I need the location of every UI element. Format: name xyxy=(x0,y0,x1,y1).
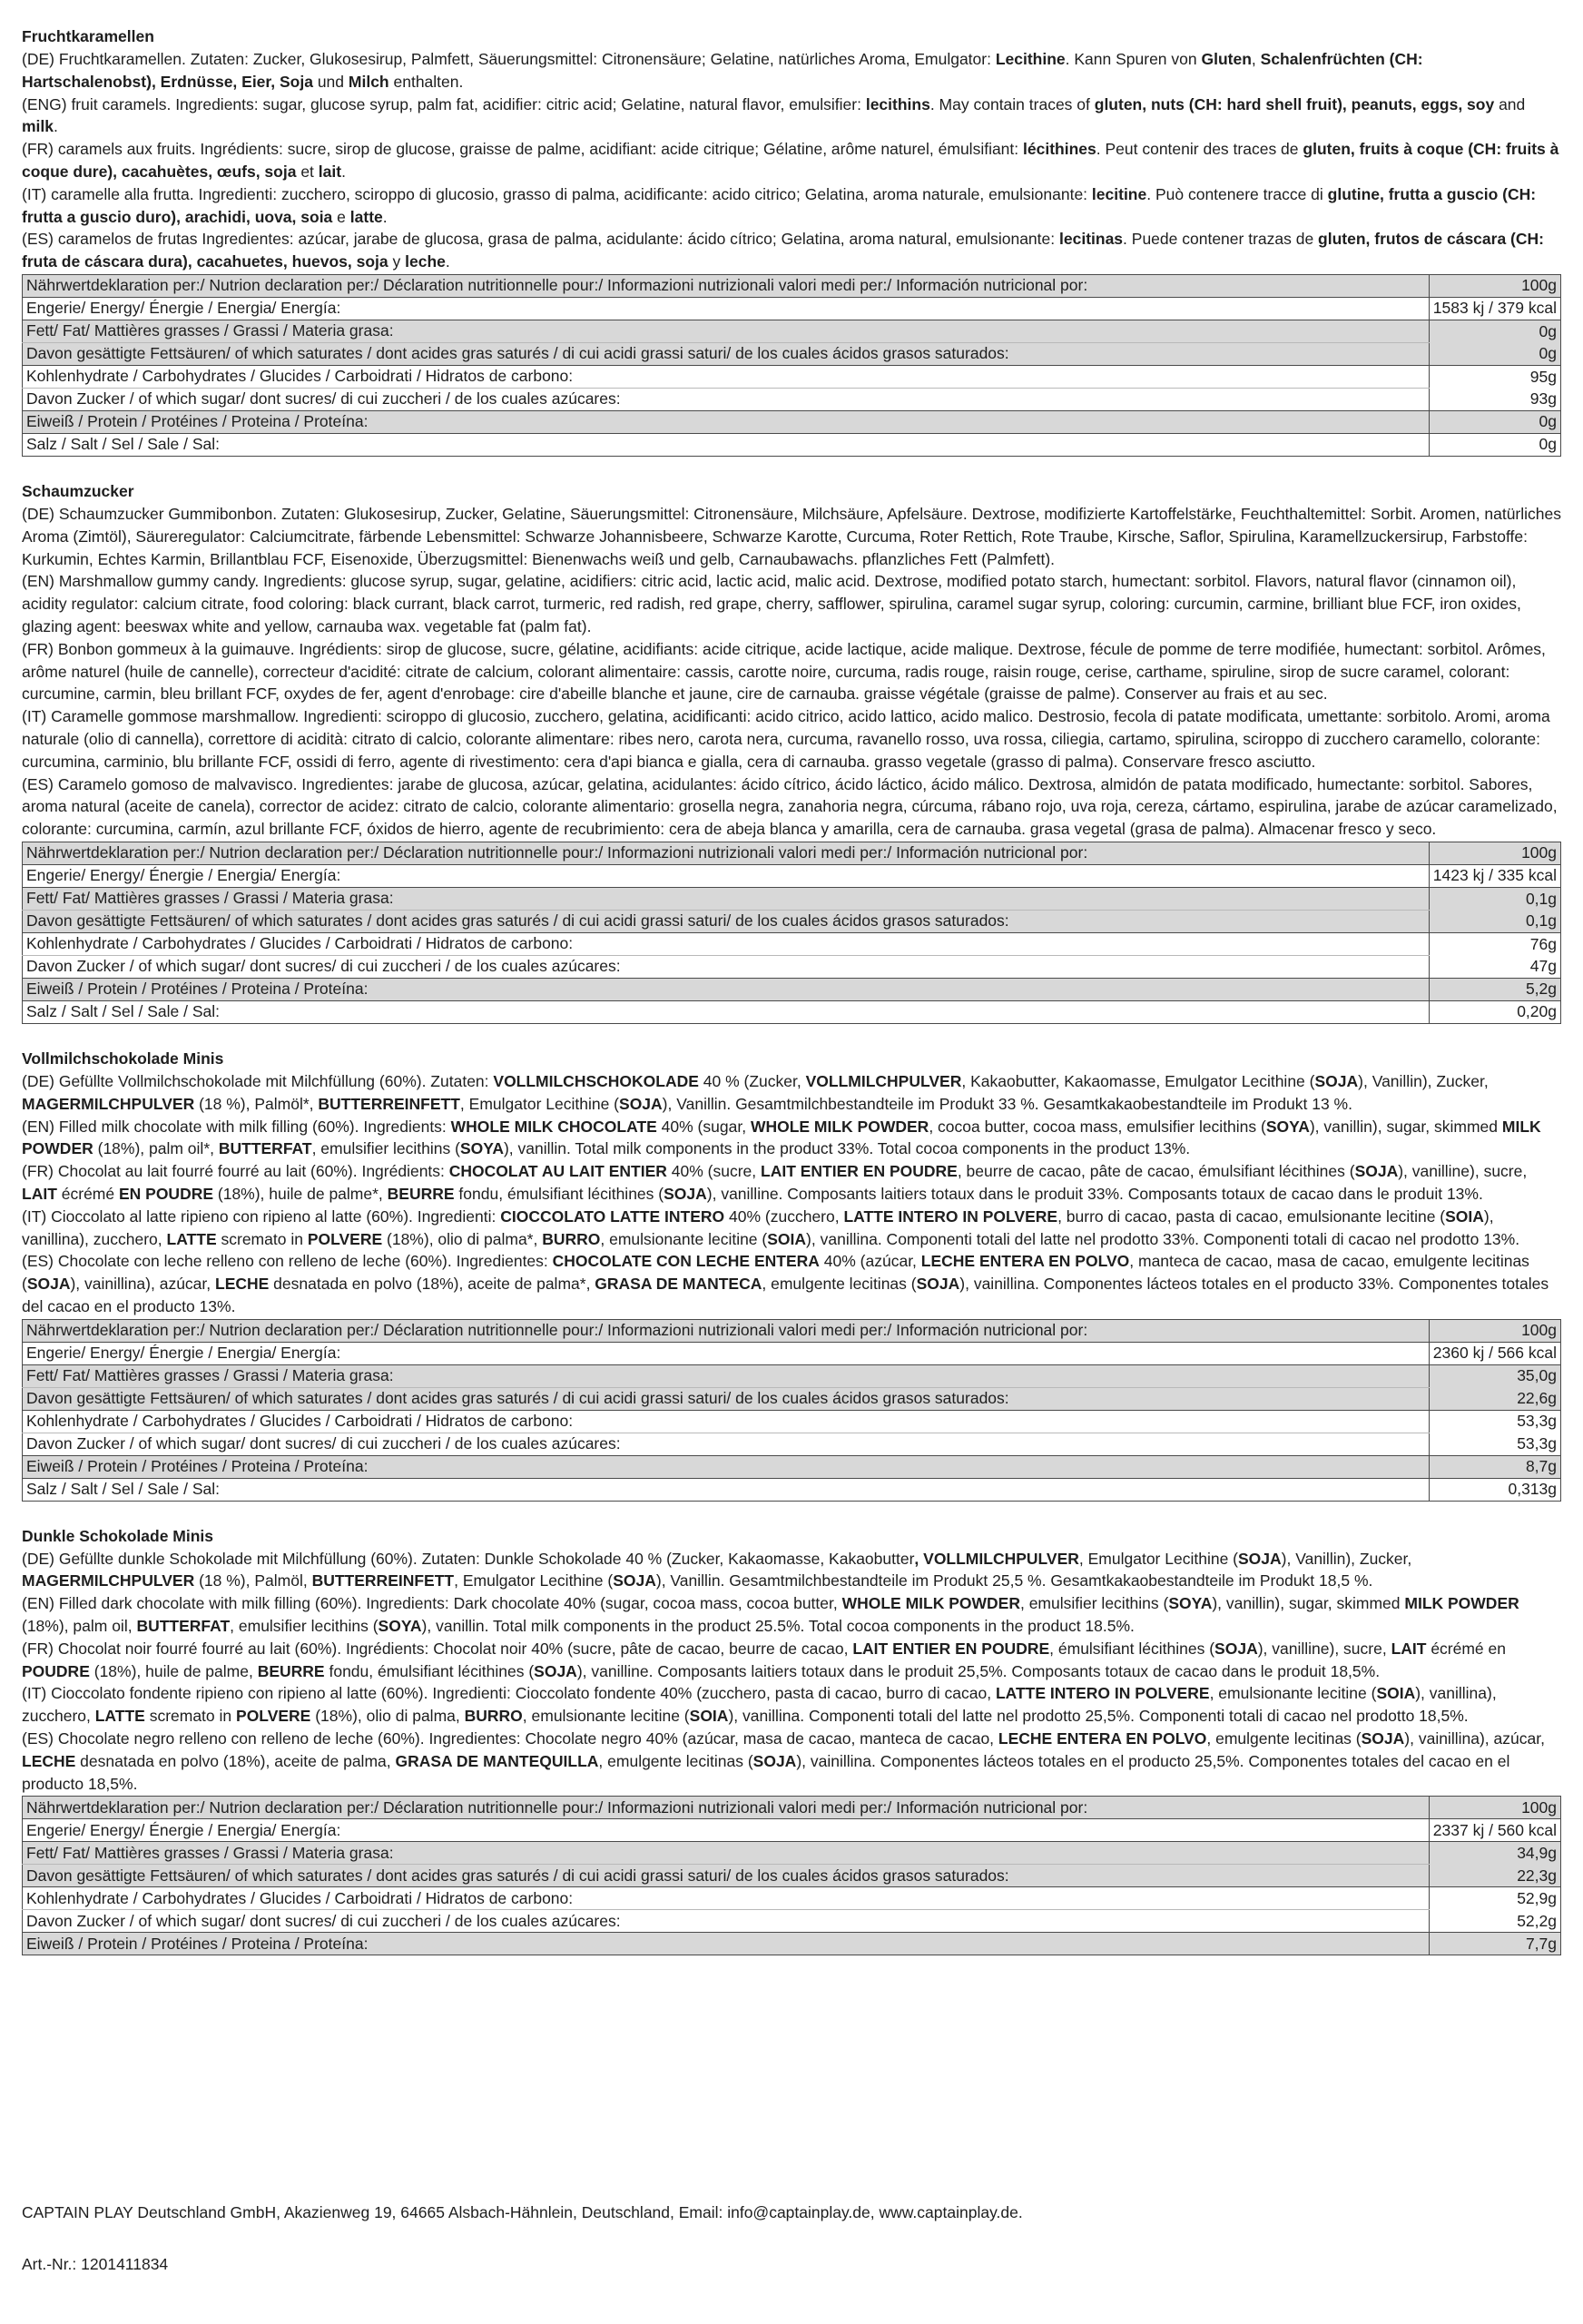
nutrition-row-protein xyxy=(23,410,1561,433)
allergen-text: BUTTERFAT xyxy=(218,1139,312,1158)
ingredient-text: ), vanillina. Componenti totali del latte nel prodotto 33%. Componenti totali di cacao nel prodotto 13%. xyxy=(806,1229,1520,1248)
ingredient-text: and xyxy=(1494,94,1526,113)
ingredient-text: , burro di cacao, pasta di cacao, emulsionante lecitine ( xyxy=(1057,1206,1446,1226)
ingredient-text: 40% (sugar, xyxy=(656,1117,751,1136)
nutrition-row-header xyxy=(23,1319,1561,1342)
nutrition-value: 100g xyxy=(1429,842,1560,864)
nutrition-value: 76g xyxy=(1429,932,1560,955)
nutrition-label: Engerie/ Energy/ Énergie / Energia/ Energía: xyxy=(23,1819,1430,1842)
ingredient-text: e xyxy=(332,207,350,226)
ingredient-text: desnatada en polvo (18%), aceite de palma*, xyxy=(269,1275,595,1294)
ingredient-text: ), vanillin. Total milk components in the product 33%. Total cocoa components in the product 13%. xyxy=(503,1139,1191,1158)
ingredient-paragraph xyxy=(22,503,1561,570)
ingredient-text: . May contain traces of xyxy=(929,94,1095,113)
ingredient-text: . xyxy=(445,252,450,271)
ingredient-text: ), Vanillin), Zucker, xyxy=(1358,1071,1489,1090)
allergen-text: BUTTERFAT xyxy=(136,1617,231,1636)
nutrition-label: Davon gesättigte Fettsäuren/ of which saturates / dont acides gras saturés / di cui acidi grassi saturi/ de los cuales ácidos grasos saturados: xyxy=(23,342,1430,365)
nutrition-value: 0g xyxy=(1429,342,1560,365)
ingredient-paragraph xyxy=(22,1070,1561,1116)
nutrition-value: 5,2g xyxy=(1429,978,1560,1000)
nutrition-row-carbs xyxy=(23,1410,1561,1433)
nutrition-label: Fett/ Fat/ Mattières grasses / Grassi / Materia grasa: xyxy=(23,887,1430,910)
ingredient-text: écrémé en xyxy=(1426,1639,1506,1658)
product-title: Dunkle Schokolade Minis xyxy=(22,1526,214,1545)
ingredient-paragraph xyxy=(22,1728,1561,1795)
allergen-text: LATTE xyxy=(94,1707,145,1726)
allergen-text: SOJA xyxy=(1314,1071,1359,1090)
ingredient-text: et xyxy=(296,162,319,181)
ingredient-text: (18%), palm oil, xyxy=(22,1617,137,1636)
allergen-text: SOIA xyxy=(767,1229,807,1248)
ingredient-paragraph xyxy=(22,1160,1561,1206)
ingredient-text: , Emulgator Lecithine ( xyxy=(1078,1549,1238,1568)
nutrition-label: Davon Zucker / of which sugar/ dont sucres/ di cui zuccheri / de los cuales azúcares: xyxy=(23,1433,1430,1455)
allergen-text: BUTTERREINFETT xyxy=(318,1094,460,1113)
allergen-text: SOJA xyxy=(752,1751,797,1770)
ingredient-paragraph xyxy=(22,94,1561,139)
ingredient-text: , emulsifier lecithins ( xyxy=(311,1139,460,1158)
nutrition-row-saturates xyxy=(23,910,1561,932)
allergen-text: SOJA xyxy=(619,1094,663,1113)
ingredient-text: (FR) Chocolat noir fourré fourré au lait (60%). Ingrédients: Chocolat noir 40% (sucre, pâte de cacao, beurre de cacao, xyxy=(22,1639,853,1658)
nutrition-value: 35,0g xyxy=(1429,1364,1560,1387)
ingredient-paragraph xyxy=(22,138,1561,183)
ingredient-text: ), vanillin), sugar, skimmed xyxy=(1309,1117,1502,1136)
ingredient-paragraph xyxy=(22,570,1561,637)
allergen-text: LECHE ENTERA EN POLVO xyxy=(920,1252,1130,1271)
allergen-text: SOIA xyxy=(1445,1206,1484,1226)
nutrition-label: Nährwertdeklaration per:/ Nutrion declaration per:/ Déclaration nutritionnelle pour:/ Informazioni nutrizionali valori medi per:/ Información nutricional por: xyxy=(23,1797,1430,1819)
ingredient-text: , emulsionante lecitine ( xyxy=(522,1707,690,1726)
allergen-text: MAGERMILCHPULVER xyxy=(22,1571,195,1590)
product-section xyxy=(22,480,1561,1024)
ingredient-paragraph xyxy=(22,1250,1561,1317)
nutrition-label: Kohlenhydrate / Carbohydrates / Glucides / Carboidrati / Hidratos de carbono: xyxy=(23,1887,1430,1910)
allergen-text: SOIA xyxy=(689,1707,729,1726)
ingredient-text: ), vanillin), sugar, skimmed xyxy=(1212,1594,1405,1613)
nutrition-value: 0g xyxy=(1429,320,1560,342)
nutrition-row-sugar xyxy=(23,1433,1561,1455)
nutrition-row-energy xyxy=(23,297,1561,320)
allergen-text: CHOCOLATE CON LECHE ENTERA xyxy=(552,1252,820,1271)
ingredient-text: , cocoa butter, cocoa mass, emulsifier lecithins ( xyxy=(929,1117,1266,1136)
nutrition-value: 0,20g xyxy=(1429,1000,1560,1023)
allergen-text: POUDRE xyxy=(22,1661,90,1680)
nutrition-row-salt xyxy=(23,1478,1561,1501)
nutrition-label: Salz / Salt / Sel / Sale / Sal: xyxy=(23,1478,1430,1501)
nutrition-value: 93g xyxy=(1429,388,1560,410)
ingredient-text: (DE) Gefüllte dunkle Schokolade mit Milchfüllung (60%). Zutaten: Dunkle Schokolade 40 % (Zucker, Kakaomasse, Kakaobutter xyxy=(22,1549,915,1568)
ingredient-paragraph xyxy=(22,638,1561,705)
allergen-text: SOIA xyxy=(1376,1684,1416,1703)
nutrition-value: 34,9g xyxy=(1429,1842,1560,1865)
allergen-text: lait xyxy=(318,162,342,181)
nutrition-label: Salz / Salt / Sel / Sale / Sal: xyxy=(23,1000,1430,1023)
ingredient-text: desnatada en polvo (18%), aceite de palma, xyxy=(75,1751,396,1770)
nutrition-value: 0,313g xyxy=(1429,1478,1560,1501)
ingredient-text: (DE) Fruchtkaramellen. Zutaten: Zucker, Glukosesirup, Palmfett, Säuerungsmittel: Citronensäure; Gelatine, natürliches Aroma, Emulgator: xyxy=(22,50,996,68)
allergen-text: WHOLE MILK POWDER xyxy=(841,1594,1020,1613)
nutrition-label: Engerie/ Energy/ Énergie / Energia/ Energía: xyxy=(23,1342,1430,1364)
allergen-text: EN POUDRE xyxy=(118,1184,214,1203)
allergen-text: SOJA xyxy=(613,1571,656,1590)
nutrition-label: Fett/ Fat/ Mattières grasses / Grassi / Materia grasa: xyxy=(23,320,1430,342)
allergen-text: GRASA DE MANTEQUILLA xyxy=(395,1751,599,1770)
ingredient-text: . Peut contenir des traces de xyxy=(1096,140,1303,159)
nutrition-label: Davon gesättigte Fettsäuren/ of which saturates / dont acides gras saturés / di cui acidi grassi saturi/ de los cuales ácidos grasos saturados: xyxy=(23,910,1430,932)
nutrition-label: Engerie/ Energy/ Énergie / Energia/ Energía: xyxy=(23,297,1430,320)
ingredient-text: ), vanillina. Componenti totali del latte nel prodotto 25,5%. Componenti totali di cacao nel prodotto 18,5%. xyxy=(728,1707,1469,1726)
ingredient-paragraph xyxy=(22,1548,1561,1593)
allergen-text: latte xyxy=(349,207,383,226)
nutrition-row-saturates xyxy=(23,342,1561,365)
nutrition-label: Nährwertdeklaration per:/ Nutrion declaration per:/ Déclaration nutritionnelle pour:/ Informazioni nutrizionali valori medi per:/ Información nutricional por: xyxy=(23,842,1430,864)
allergen-text: lecitine xyxy=(1091,184,1147,203)
ingredient-text: fondu, émulsifiant lécithines ( xyxy=(454,1184,664,1203)
nutrition-row-carbs xyxy=(23,932,1561,955)
nutrition-row-sugar xyxy=(23,955,1561,978)
nutrition-value: 8,7g xyxy=(1429,1455,1560,1478)
ingredient-text: (18%), huile de palme, xyxy=(89,1661,258,1680)
nutrition-value: 100g xyxy=(1429,1319,1560,1342)
ingredient-text: ), vanilline), sucre, xyxy=(1398,1162,1528,1181)
ingredient-text: (EN) Filled milk chocolate with milk filling (60%). Ingredients: xyxy=(22,1117,451,1136)
ingredient-text: (18 %), Palmöl*, xyxy=(194,1094,319,1113)
nutrition-row-protein xyxy=(23,1455,1561,1478)
nutrition-label: Davon Zucker / of which sugar/ dont sucres/ di cui zuccheri / de los cuales azúcares: xyxy=(23,955,1430,978)
nutrition-value: 47g xyxy=(1429,955,1560,978)
nutrition-value: 7,7g xyxy=(1429,1933,1560,1955)
ingredient-text: (IT) Cioccolato al latte ripieno con ripieno al latte (60%). Ingredienti: xyxy=(22,1206,501,1226)
allergen-text: LECHE xyxy=(22,1751,76,1770)
nutrition-label: Eiweiß / Protein / Protéines / Proteina / Proteína: xyxy=(23,410,1430,433)
nutrition-value: 95g xyxy=(1429,365,1560,388)
nutrition-value: 2360 kj / 566 kcal xyxy=(1429,1342,1560,1364)
ingredient-text: enthalten. xyxy=(388,72,464,91)
allergen-text: VOLLMILCHPULVER xyxy=(805,1071,962,1090)
ingredient-text: y xyxy=(388,252,406,271)
allergen-text: LATTE INTERO IN POLVERE xyxy=(995,1684,1210,1703)
product-title: Schaumzucker xyxy=(22,481,134,500)
nutrition-label: Davon Zucker / of which sugar/ dont sucres/ di cui zuccheri / de los cuales azúcares: xyxy=(23,388,1430,410)
ingredient-text: (18%), olio di palma*, xyxy=(382,1229,543,1248)
ingredient-text: ), vainillina. Componentes lácteos totales en el producto 25,5%. Componentes totales del cacao en el producto 18,5%. xyxy=(22,1751,1510,1793)
nutrition-row-carbs xyxy=(23,365,1561,388)
allergen-text: MILK POWDER xyxy=(1404,1594,1519,1613)
ingredient-text: (ES) Chocolate con leche relleno con relleno de leche (60%). Ingredientes: xyxy=(22,1252,553,1271)
nutrition-row-energy xyxy=(23,1342,1561,1364)
ingredient-paragraph xyxy=(22,1592,1561,1638)
allergen-text: SOJA xyxy=(664,1184,707,1203)
nutrition-row-protein xyxy=(23,1933,1561,1955)
allergen-text: lécithines xyxy=(1023,140,1096,159)
ingredient-text: (ES) caramelos de frutas Ingredientes: azúcar, jarabe de glucosa, grasa de palma, acidulante: ácido cítrico; Gelatina, aroma natural, emulsionante: xyxy=(22,230,1059,249)
ingredient-text: (FR) Chocolat au lait fourré fourré au lait (60%). Ingrédients: xyxy=(22,1162,449,1181)
ingredient-text: , Emulgator Lecithine ( xyxy=(459,1094,620,1113)
ingredient-text: (IT) caramelle alla frutta. Ingredienti: zucchero, sciroppo di glucosio, grasso di palma, acidificante: acido citrico; Gelatina, aroma naturale, emulsionante: xyxy=(22,184,1092,203)
ingredient-text: 40% (zucchero, xyxy=(724,1206,844,1226)
allergen-text: BUTTERREINFETT xyxy=(311,1571,455,1590)
ingredient-paragraph xyxy=(22,1116,1561,1161)
ingredient-text: ), Vanillin. Gesamtmilchbestandteile im Produkt 25,5 %. Gesamtkakaobestandteile im Produkt 18,5 %. xyxy=(655,1571,1373,1590)
allergen-text: WHOLE MILK CHOCOLATE xyxy=(450,1117,657,1136)
ingredient-paragraph xyxy=(22,1206,1561,1251)
ingredient-text: ), vanillin. Total milk components in the product 25.5%. Total cocoa components in the product 18.5%. xyxy=(421,1617,1135,1636)
nutrition-label: Eiweiß / Protein / Protéines / Proteina / Proteína: xyxy=(23,1455,1430,1478)
ingredient-text: 40 % (Zucker, xyxy=(698,1071,806,1090)
allergen-text: LATTE INTERO IN POLVERE xyxy=(843,1206,1058,1226)
product-title: Fruchtkaramellen xyxy=(22,27,154,45)
nutrition-value: 0g xyxy=(1429,410,1560,433)
ingredient-paragraph xyxy=(22,48,1561,94)
allergen-text: BEURRE xyxy=(387,1184,455,1203)
nutrition-table xyxy=(22,1796,1561,1955)
product-section xyxy=(22,1525,1561,1956)
product-title: Vollmilchschokolade Minis xyxy=(22,1049,224,1068)
nutrition-label: Davon gesättigte Fettsäuren/ of which saturates / dont acides gras saturés / di cui acidi grassi saturi/ de los cuales ácidos grasos saturados: xyxy=(23,1387,1430,1410)
nutrition-row-fat xyxy=(23,887,1561,910)
ingredient-text: (ENG) fruit caramels. Ingredients: sugar, glucose syrup, palm fat, acidifier: citric acid; Gelatine, natural flavor, emulsifier: xyxy=(22,94,866,113)
ingredient-text: , emulsifier lecithins ( xyxy=(1019,1594,1169,1613)
ingredient-text: , beurre de cacao, pâte de cacao, émulsifiant lécithines ( xyxy=(957,1162,1355,1181)
ingredient-text: . xyxy=(382,207,388,226)
ingredient-text: , emulgente lecitinas ( xyxy=(598,1751,753,1770)
nutrition-value: 0,1g xyxy=(1429,887,1560,910)
nutrition-row-header xyxy=(23,274,1561,297)
nutrition-row-sugar xyxy=(23,1910,1561,1933)
allergen-text: gluten, fruits à coque (CH: fruits à coque dure), cacahuètes, œufs, soja xyxy=(22,140,1559,181)
allergen-text: GRASA DE MANTECA xyxy=(595,1275,762,1294)
ingredient-paragraph xyxy=(22,228,1561,273)
allergen-text: milk xyxy=(22,117,54,136)
nutrition-value: 53,3g xyxy=(1429,1410,1560,1433)
allergen-text: SOJA xyxy=(26,1275,71,1294)
nutrition-value: 0,1g xyxy=(1429,910,1560,932)
nutrition-value: 1583 kj / 379 kcal xyxy=(1429,297,1560,320)
nutrition-label: Kohlenhydrate / Carbohydrates / Glucides / Carboidrati / Hidratos de carbono: xyxy=(23,1410,1430,1433)
ingredient-text: . xyxy=(341,162,346,181)
ingredient-text: (FR) Bonbon gommeux à la guimauve. Ingrédients: sirop de glucose, sucre, gélatine, acidifiants: acide citrique, acide lactique, acide malique. Dextrose, fécule de pomme de terre modifiée, humectant: sorbitol. Arômes, arôme naturel (huile de cannelle), correcteur d'acidité: citrate de calcium, colorant alimentaire: cassis, carotte noire, curcuma, radis rouge, raisin rouge, cerise, carthame, spiruline, sirop de sucre caramel, colorant: curcumine, carmin, bleu brillant FCF, oxydes de fer, agent d'enrobage: cire d'abeille blanche et jaune, cire de carnauba. graisse végétale (graisse de palme). Conserver au frais et au sec. xyxy=(22,639,1546,704)
nutrition-label: Fett/ Fat/ Mattières grasses / Grassi / Materia grasa: xyxy=(23,1364,1430,1387)
ingredient-text: (EN) Filled dark chocolate with milk filling (60%). Ingredients: Dark chocolate 40% (sugar, cocoa mass, cocoa butter, xyxy=(22,1594,842,1613)
ingredient-text: 40% (azúcar, xyxy=(819,1252,921,1271)
ingredient-text: . Puede contener trazas de xyxy=(1123,230,1319,249)
nutrition-table xyxy=(22,274,1561,457)
allergen-text: WHOLE MILK POWDER xyxy=(750,1117,929,1136)
nutrition-row-fat xyxy=(23,1842,1561,1865)
allergen-text: LAIT xyxy=(22,1184,57,1203)
nutrition-value: 100g xyxy=(1429,1797,1560,1819)
nutrition-value: 53,3g xyxy=(1429,1433,1560,1455)
nutrition-row-protein xyxy=(23,978,1561,1000)
ingredient-text: , Emulgator Lecithine ( xyxy=(454,1571,614,1590)
ingredient-text: . Kann Spuren von xyxy=(1065,50,1202,68)
nutrition-label: Salz / Salt / Sel / Sale / Sal: xyxy=(23,433,1430,456)
company-footer: CAPTAIN PLAY Deutschland GmbH, Akazienweg 19, 64665 Alsbach-Hähnlein, Deutschland, Email: info@captainplay.de, www.captainplay.de. xyxy=(22,2203,1023,2221)
allergen-text: MILK POWDER xyxy=(22,1117,1541,1158)
allergen-text: BEURRE xyxy=(257,1661,325,1680)
ingredient-text: écrémé xyxy=(56,1184,119,1203)
allergen-text: LAIT ENTIER EN POUDRE xyxy=(761,1162,958,1181)
ingredient-paragraph xyxy=(22,773,1561,841)
ingredient-text: ), vainillina), azúcar, xyxy=(70,1275,215,1294)
nutrition-row-fat xyxy=(23,1364,1561,1387)
allergen-text: SOYA xyxy=(378,1617,422,1636)
allergen-text: SOJA xyxy=(1214,1639,1258,1658)
ingredient-text: . Può contenere tracce di xyxy=(1146,184,1328,203)
allergen-text: SOYA xyxy=(1168,1594,1213,1613)
allergen-text: MAGERMILCHPULVER xyxy=(22,1094,195,1113)
nutrition-row-saturates xyxy=(23,1387,1561,1410)
nutrition-label: Davon gesättigte Fettsäuren/ of which saturates / dont acides gras saturés / di cui acidi grassi saturi/ de los cuales ácidos grasos saturados: xyxy=(23,1865,1430,1887)
nutrition-value: 0g xyxy=(1429,433,1560,456)
allergen-text: SOJA xyxy=(1354,1162,1399,1181)
ingredient-text: scremato in xyxy=(216,1229,308,1248)
allergen-text: POLVERE xyxy=(307,1229,383,1248)
nutrition-row-carbs xyxy=(23,1887,1561,1910)
ingredient-text: , emulgente lecitinas ( xyxy=(762,1275,917,1294)
allergen-text: LECHE xyxy=(215,1275,270,1294)
nutrition-row-salt xyxy=(23,1000,1561,1023)
allergen-text: , VOLLMILCHPULVER xyxy=(914,1549,1079,1568)
product-section xyxy=(22,25,1561,457)
allergen-text: Gluten xyxy=(1201,50,1252,68)
ingredient-text: , emulsifier lecithins ( xyxy=(230,1617,379,1636)
article-number: Art.-Nr.: 1201411834 xyxy=(22,2255,169,2273)
nutrition-value: 1423 kj / 335 kcal xyxy=(1429,864,1560,887)
ingredient-text: (ES) Caramelo gomoso de malvavisco. Ingredientes: jarabe de glucosa, azúcar, gelatina, acidulantes: ácido cítrico, ácido láctico, ácido málico. Dextrosa, almidón de patata modificado, humectante: sorbitol. Sabores, aroma natural (aceite de canela), corrector de acidez: citrato de calcio, colorante alimentario: grosella negra, zanahoria negra, cúrcuma, rábano rojo, uva roja, cereza, cártamo, espirulina, jarabe de azúcar caramelizado, colorante: curcumina, carmín, azul brillante FCF, óxidos de hierro, agente de recubrimiento: cera de abeja blanca y amarilla, cera de carnauba. grasa vegetal (grasa de palma). Almacenar fresco y seco. xyxy=(22,774,1558,839)
allergen-text: CIOCCOLATO LATTE INTERO xyxy=(500,1206,725,1226)
allergen-text: BURRO xyxy=(464,1707,523,1726)
ingredient-text: , emulgente lecitinas ( xyxy=(1206,1729,1362,1748)
ingredient-text: ), vanillina), zucchero, xyxy=(22,1206,1494,1248)
ingredient-text: scremato in xyxy=(144,1707,237,1726)
ingredient-text: ), Vanillin. Gesamtmilchbestandteile im Produkt 33 %. Gesamtkakaobestandteile im Produkt 13 %. xyxy=(662,1094,1352,1113)
ingredient-text: (18%), palm oil*, xyxy=(93,1139,219,1158)
ingredient-paragraph xyxy=(22,1682,1561,1728)
allergen-text: SOYA xyxy=(459,1139,504,1158)
ingredient-text: ), vanilline. Composants laitiers totaux dans le produit 33%. Composants totaux de cacao dans le produit 13%. xyxy=(706,1184,1483,1203)
nutrition-row-header xyxy=(23,1797,1561,1819)
ingredient-text: (IT) Caramelle gommose marshmallow. Ingredienti: sciroppo di glucosio, zucchero, gelatina, acidificanti: acido citrico, acido lattico, acido malico. Destrosio, fecola di patate modificata, umettante: sorbitolo. Aromi, aroma naturale (olio di cannella), correttore di acidità: citrato di calcio, colorante alimentare: ribes nero, carota nera, curcuma, ravanello rosso, uva rossa, ciliegia, cartamo, spirulina, sciroppo di zucchero caramello, colorante: curcumina, carminio, blu brillante FCF, ossidi di ferro, agente di rivestimento: cera d'api bianca e gialla, cera di carnauba. grasso vegetale (grasso di palma). Conservare fresco asciutto. xyxy=(22,707,1550,771)
ingredient-text: , emulsionante lecitine ( xyxy=(600,1229,768,1248)
nutrition-row-energy xyxy=(23,864,1561,887)
allergen-text: LATTE xyxy=(166,1229,217,1248)
allergen-text: leche xyxy=(405,252,446,271)
nutrition-value: 22,3g xyxy=(1429,1865,1560,1887)
nutrition-label: Fett/ Fat/ Mattières grasses / Grassi / Materia grasa: xyxy=(23,1842,1430,1865)
ingredient-text: (EN) Marshmallow gummy candy. Ingredients: glucose syrup, sugar, gelatine, acidifiers: citric acid, lactic acid, malic acid. Dextrose, modified potato starch, humectant: sorbitol. Flavors, natural flavor (cinnamon oil), acidity regulator: calcium citrate, food coloring: black currant, black carrot, turmeric, red radish, red grape, cherry, safflower, spirulina, caramel sugar syrup, coloring: curcumin, carmine, brilliant blue FCF, iron oxides, glazing agent: beeswax white and yellow, carnauba wax. vegetable fat (palm fat). xyxy=(22,572,1521,635)
allergen-text: gluten, nuts (CH: hard shell fruit), peanuts, eggs, soy xyxy=(1094,94,1495,113)
allergen-text: VOLLMILCHSCHOKOLADE xyxy=(493,1071,699,1090)
nutrition-row-header xyxy=(23,842,1561,864)
allergen-text: lecitinas xyxy=(1059,230,1124,249)
nutrition-label: Nährwertdeklaration per:/ Nutrion declaration per:/ Déclaration nutritionnelle pour:/ Informazioni nutrizionali valori medi per:/ Información nutricional por: xyxy=(23,274,1430,297)
nutrition-row-fat xyxy=(23,320,1561,342)
nutrition-label: Engerie/ Energy/ Énergie / Energia/ Energía: xyxy=(23,864,1430,887)
ingredient-text: , emulsionante lecitine ( xyxy=(1209,1684,1377,1703)
ingredient-text: ), Vanillin), Zucker, xyxy=(1281,1549,1412,1568)
ingredient-text: ), vanilline), sucre, xyxy=(1257,1639,1391,1658)
ingredient-text: ), vainillina), azúcar, xyxy=(1404,1729,1545,1748)
ingredient-paragraph xyxy=(22,1638,1561,1683)
allergen-text: Lecithine xyxy=(995,50,1066,68)
ingredient-text: 40% (sucre, xyxy=(666,1162,761,1181)
nutrition-value: 2337 kj / 560 kcal xyxy=(1429,1819,1560,1842)
allergen-text: LECHE ENTERA EN POLVO xyxy=(998,1729,1207,1748)
nutrition-label: Eiweiß / Protein / Protéines / Proteina / Proteína: xyxy=(23,978,1430,1000)
nutrition-table xyxy=(22,842,1561,1024)
allergen-text: SOJA xyxy=(1361,1729,1405,1748)
ingredient-text: (DE) Schaumzucker Gummibonbon. Zutaten: Glukosesirup, Zucker, Gelatine, Säuerungsmittel: Citronensäure, Milchsäure, Apfelsäure. Dextrose, modifizierte Kartoffelstärke, Feuchthaltemittel: Sorbit. Aromen, natürliches Aroma (Zimtöl), Säureregulator: Calciumcitrate, färbende Lebensmittel: Schwarze Johannisbeere, Schwarze Karotte, Curcuma, Roter Rettich, Rote Traube, Kirsche, Saflor, Spirulina, Karamellzuckersirup, Farbstoffe: Kurkumin, Echtes Karmin, Brillantblau FCF, Eisenoxide, Überzugsmittel: Bienenwachs weiß und gelb, Carnaubawachs. pflanzliches Fett (Palmfett). xyxy=(22,504,1561,568)
ingredient-text: ), vanilline. Composants laitiers totaux dans le produit 25,5%. Composants totaux de cacao dans le produit 18,5%. xyxy=(576,1661,1381,1680)
nutrition-row-saturates xyxy=(23,1865,1561,1887)
nutrition-row-sugar xyxy=(23,388,1561,410)
allergen-text: SOYA xyxy=(1265,1117,1310,1136)
allergen-text: lecithins xyxy=(865,94,930,113)
ingredient-text: ), vanillina), zucchero, xyxy=(22,1684,1497,1726)
nutrition-value: 52,2g xyxy=(1429,1910,1560,1933)
allergen-text: POLVERE xyxy=(236,1707,311,1726)
allergen-text: BURRO xyxy=(542,1229,601,1248)
allergen-text: SOJA xyxy=(916,1275,960,1294)
ingredient-text: , manteca de cacao, masa de cacao, emulgente lecitinas ( xyxy=(22,1252,1529,1294)
nutrition-row-salt xyxy=(23,433,1561,456)
nutrition-label: Eiweiß / Protein / Protéines / Proteina / Proteína: xyxy=(23,1933,1430,1955)
ingredient-text: (18 %), Palmöl, xyxy=(194,1571,312,1590)
allergen-text: Milch xyxy=(348,72,389,91)
ingredient-text: (18%), olio di palma, xyxy=(310,1707,465,1726)
ingredient-paragraph xyxy=(22,183,1561,229)
nutrition-row-energy xyxy=(23,1819,1561,1842)
ingredient-text: (18%), huile de palme*, xyxy=(213,1184,388,1203)
ingredient-text: ), vainillina. Componentes lácteos totales en el producto 33%. Componentes totales del cacao en el producto 13%. xyxy=(22,1275,1549,1315)
product-section xyxy=(22,1048,1561,1502)
allergen-text: LAIT xyxy=(1391,1639,1427,1658)
nutrition-label: Kohlenhydrate / Carbohydrates / Glucides / Carboidrati / Hidratos de carbono: xyxy=(23,365,1430,388)
ingredient-text: (FR) caramels aux fruits. Ingrédients: sucre, sirop de glucose, graisse de palme, acidifiant: acide citrique; Gélatine, arôme naturel, émulsifiant: xyxy=(22,140,1024,159)
ingredient-text: , émulsifiant lécithines ( xyxy=(1049,1639,1215,1658)
ingredient-text: und xyxy=(312,72,349,91)
allergen-text: glutine, frutta a guscio (CH: frutta a guscio duro), arachidi, uova, soia xyxy=(22,184,1537,226)
allergen-text: CHOCOLAT AU LAIT ENTIER xyxy=(448,1162,667,1181)
ingredient-text: , xyxy=(1251,50,1261,68)
allergen-text: Schalenfrüchten (CH: Hartschalenobst), Erdnüsse, Eier, Soja xyxy=(22,50,1423,91)
ingredient-text: fondu, émulsifiant lécithines ( xyxy=(324,1661,535,1680)
ingredient-text: (IT) Cioccolato fondente ripieno con ripieno al latte (60%). Ingredienti: Cioccolato fondente 40% (zucchero, pasta di cacao, burro di cacao, xyxy=(22,1684,996,1703)
ingredient-text: (DE) Gefüllte Vollmilchschokolade mit Milchfüllung (60%). Zutaten: xyxy=(22,1071,494,1090)
nutrition-label: Nährwertdeklaration per:/ Nutrion declaration per:/ Déclaration nutritionnelle pour:/ Informazioni nutrizionali valori medi per:/ Información nutricional por: xyxy=(23,1319,1430,1342)
nutrition-value: 100g xyxy=(1429,274,1560,297)
allergen-text: SOJA xyxy=(534,1661,577,1680)
allergen-text: gluten, frutos de cáscara (CH: fruta de cáscara dura), cacahuetes, huevos, soja xyxy=(22,230,1544,271)
nutrition-label: Kohlenhydrate / Carbohydrates / Glucides / Carboidrati / Hidratos de carbono: xyxy=(23,932,1430,955)
nutrition-value: 22,6g xyxy=(1429,1387,1560,1410)
ingredient-text: (ES) Chocolate negro relleno con relleno de leche (60%). Ingredientes: Chocolate negro 40% (azúcar, masa de cacao, manteca de cacao, xyxy=(22,1729,998,1748)
ingredient-text: . xyxy=(54,117,58,136)
ingredient-text: , Kakaobutter, Kakaomasse, Emulgator Lecithine ( xyxy=(961,1071,1315,1090)
nutrition-value: 52,9g xyxy=(1429,1887,1560,1910)
document xyxy=(22,25,1561,1979)
nutrition-table xyxy=(22,1319,1561,1502)
nutrition-label: Davon Zucker / of which sugar/ dont sucres/ di cui zuccheri / de los cuales azúcares: xyxy=(23,1910,1430,1933)
ingredient-paragraph xyxy=(22,705,1561,773)
allergen-text: SOJA xyxy=(1238,1549,1282,1568)
allergen-text: LAIT ENTIER EN POUDRE xyxy=(852,1639,1050,1658)
